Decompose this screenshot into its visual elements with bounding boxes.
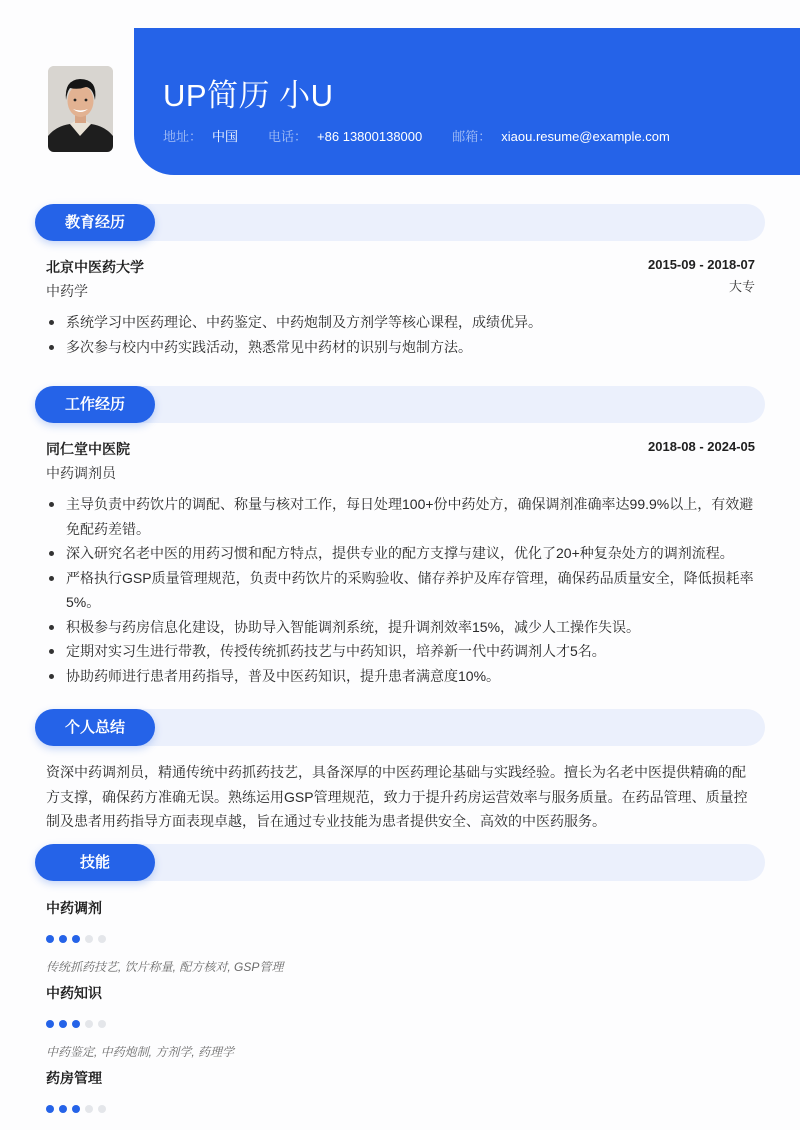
rating-dot-empty-icon	[98, 935, 106, 943]
section-title: 技能	[35, 844, 155, 881]
job-position: 中药调剂员	[46, 465, 116, 481]
rating-dot-filled-icon	[59, 1105, 67, 1113]
contact-value[interactable]: +86 13800138000	[317, 129, 423, 144]
contact-label: 电话：	[268, 129, 308, 144]
major: 中药学	[46, 283, 88, 299]
contact-phone	[268, 129, 422, 145]
list-item: 主导负责中药饮片的调配、称量与核对工作，每日处理100+份中药处方，确保调剂准确率达99.9%以上，有效避免配药差错。	[46, 492, 756, 541]
work-bullets	[46, 492, 756, 688]
education-bullets	[46, 310, 756, 359]
list-item: 协助药师进行患者用药指导，普及中医药知识，提升患者满意度10%。	[46, 664, 756, 689]
section-title: 工作经历	[35, 386, 155, 423]
section-skills-header	[35, 844, 765, 881]
contact-label: 地址：	[163, 129, 203, 144]
section-work-header	[35, 386, 765, 423]
skill-name: 药房管理	[46, 1070, 102, 1086]
contact-label: 邮箱：	[452, 129, 492, 144]
list-item: 积极参与药房信息化建设，协助导入智能调剂系统，提升调剂效率15%，减少人工操作失误。	[46, 615, 756, 640]
rating-dot-filled-icon	[72, 935, 80, 943]
skill-level-rating	[46, 1020, 106, 1028]
skill-tags: 传统抓药技艺, 饮片称量, 配方核对, GSP管理	[46, 960, 284, 974]
section-title: 个人总结	[35, 709, 155, 746]
list-item: 多次参与校内中药实践活动，熟悉常见中药材的识别与炮制方法。	[46, 335, 756, 360]
degree: 大专	[728, 279, 755, 294]
rating-dot-filled-icon	[46, 1105, 54, 1113]
list-item: 深入研究名老中医的用药习惯和配方特点，提供专业的配方支撑与建议，优化了20+种复杂处方的调剂流程。	[46, 541, 756, 566]
rating-dot-empty-icon	[85, 935, 93, 943]
rating-dot-empty-icon	[98, 1105, 106, 1113]
rating-dot-empty-icon	[85, 1020, 93, 1028]
candidate-name: UP简历 小U	[163, 78, 334, 113]
contact-value: 中国	[212, 129, 239, 144]
list-item: 系统学习中医药理论、中药鉴定、中药炮制及方剂学等核心课程，成绩优异。	[46, 310, 756, 335]
rating-dot-empty-icon	[85, 1105, 93, 1113]
list-item: 定期对实习生进行带教，传授传统抓药技艺与中药知识，培养新一代中药调剂人才5名。	[46, 639, 756, 664]
summary-text: 资深中药调剂员，精通传统中药抓药技艺，具备深厚的中医药理论基础与实践经验。擅长为名老中医提供精确的配方支撑，确保药方准确无误。熟练运用GSP管理规范，致力于提升药房运营效率与服务质量。在药品管理、质量控制及患者用药指导方面表现卓越，旨在通过专业技能为患者提供安全、高效的中医药服务。	[46, 764, 748, 829]
contact-email	[452, 129, 670, 145]
avatar-icon	[48, 66, 113, 152]
contact-info	[163, 129, 700, 145]
rating-dot-empty-icon	[98, 1020, 106, 1028]
skill-level-rating	[46, 1105, 106, 1113]
section-title: 教育经历	[35, 204, 155, 241]
rating-dot-filled-icon	[46, 935, 54, 943]
rating-dot-filled-icon	[59, 1020, 67, 1028]
work-date: 2018-08 - 2024-05	[648, 439, 755, 454]
school-name: 北京中医药大学	[46, 259, 144, 275]
skill-level-rating	[46, 935, 106, 943]
rating-dot-filled-icon	[59, 935, 67, 943]
skill-name: 中药知识	[46, 985, 102, 1001]
rating-dot-filled-icon	[46, 1020, 54, 1028]
education-date: 2015-09 - 2018-07	[648, 257, 755, 272]
contact-value[interactable]: xiaou.resume@example.com	[501, 129, 670, 144]
rating-dot-filled-icon	[72, 1105, 80, 1113]
list-item: 严格执行GSP质量管理规范，负责中药饮片的采购验收、储存养护及库存管理，确保药品质量安全，降低损耗率5%。	[46, 566, 756, 615]
rating-dot-filled-icon	[72, 1020, 80, 1028]
skill-tags: 中药鉴定, 中药炮制, 方剂学, 药理学	[46, 1045, 235, 1059]
section-education-header	[35, 204, 765, 241]
skill-name: 中药调剂	[46, 900, 102, 916]
company-name: 同仁堂中医院	[46, 441, 130, 457]
profile-photo	[48, 66, 113, 152]
contact-address	[163, 129, 238, 145]
section-summary-header	[35, 709, 765, 746]
